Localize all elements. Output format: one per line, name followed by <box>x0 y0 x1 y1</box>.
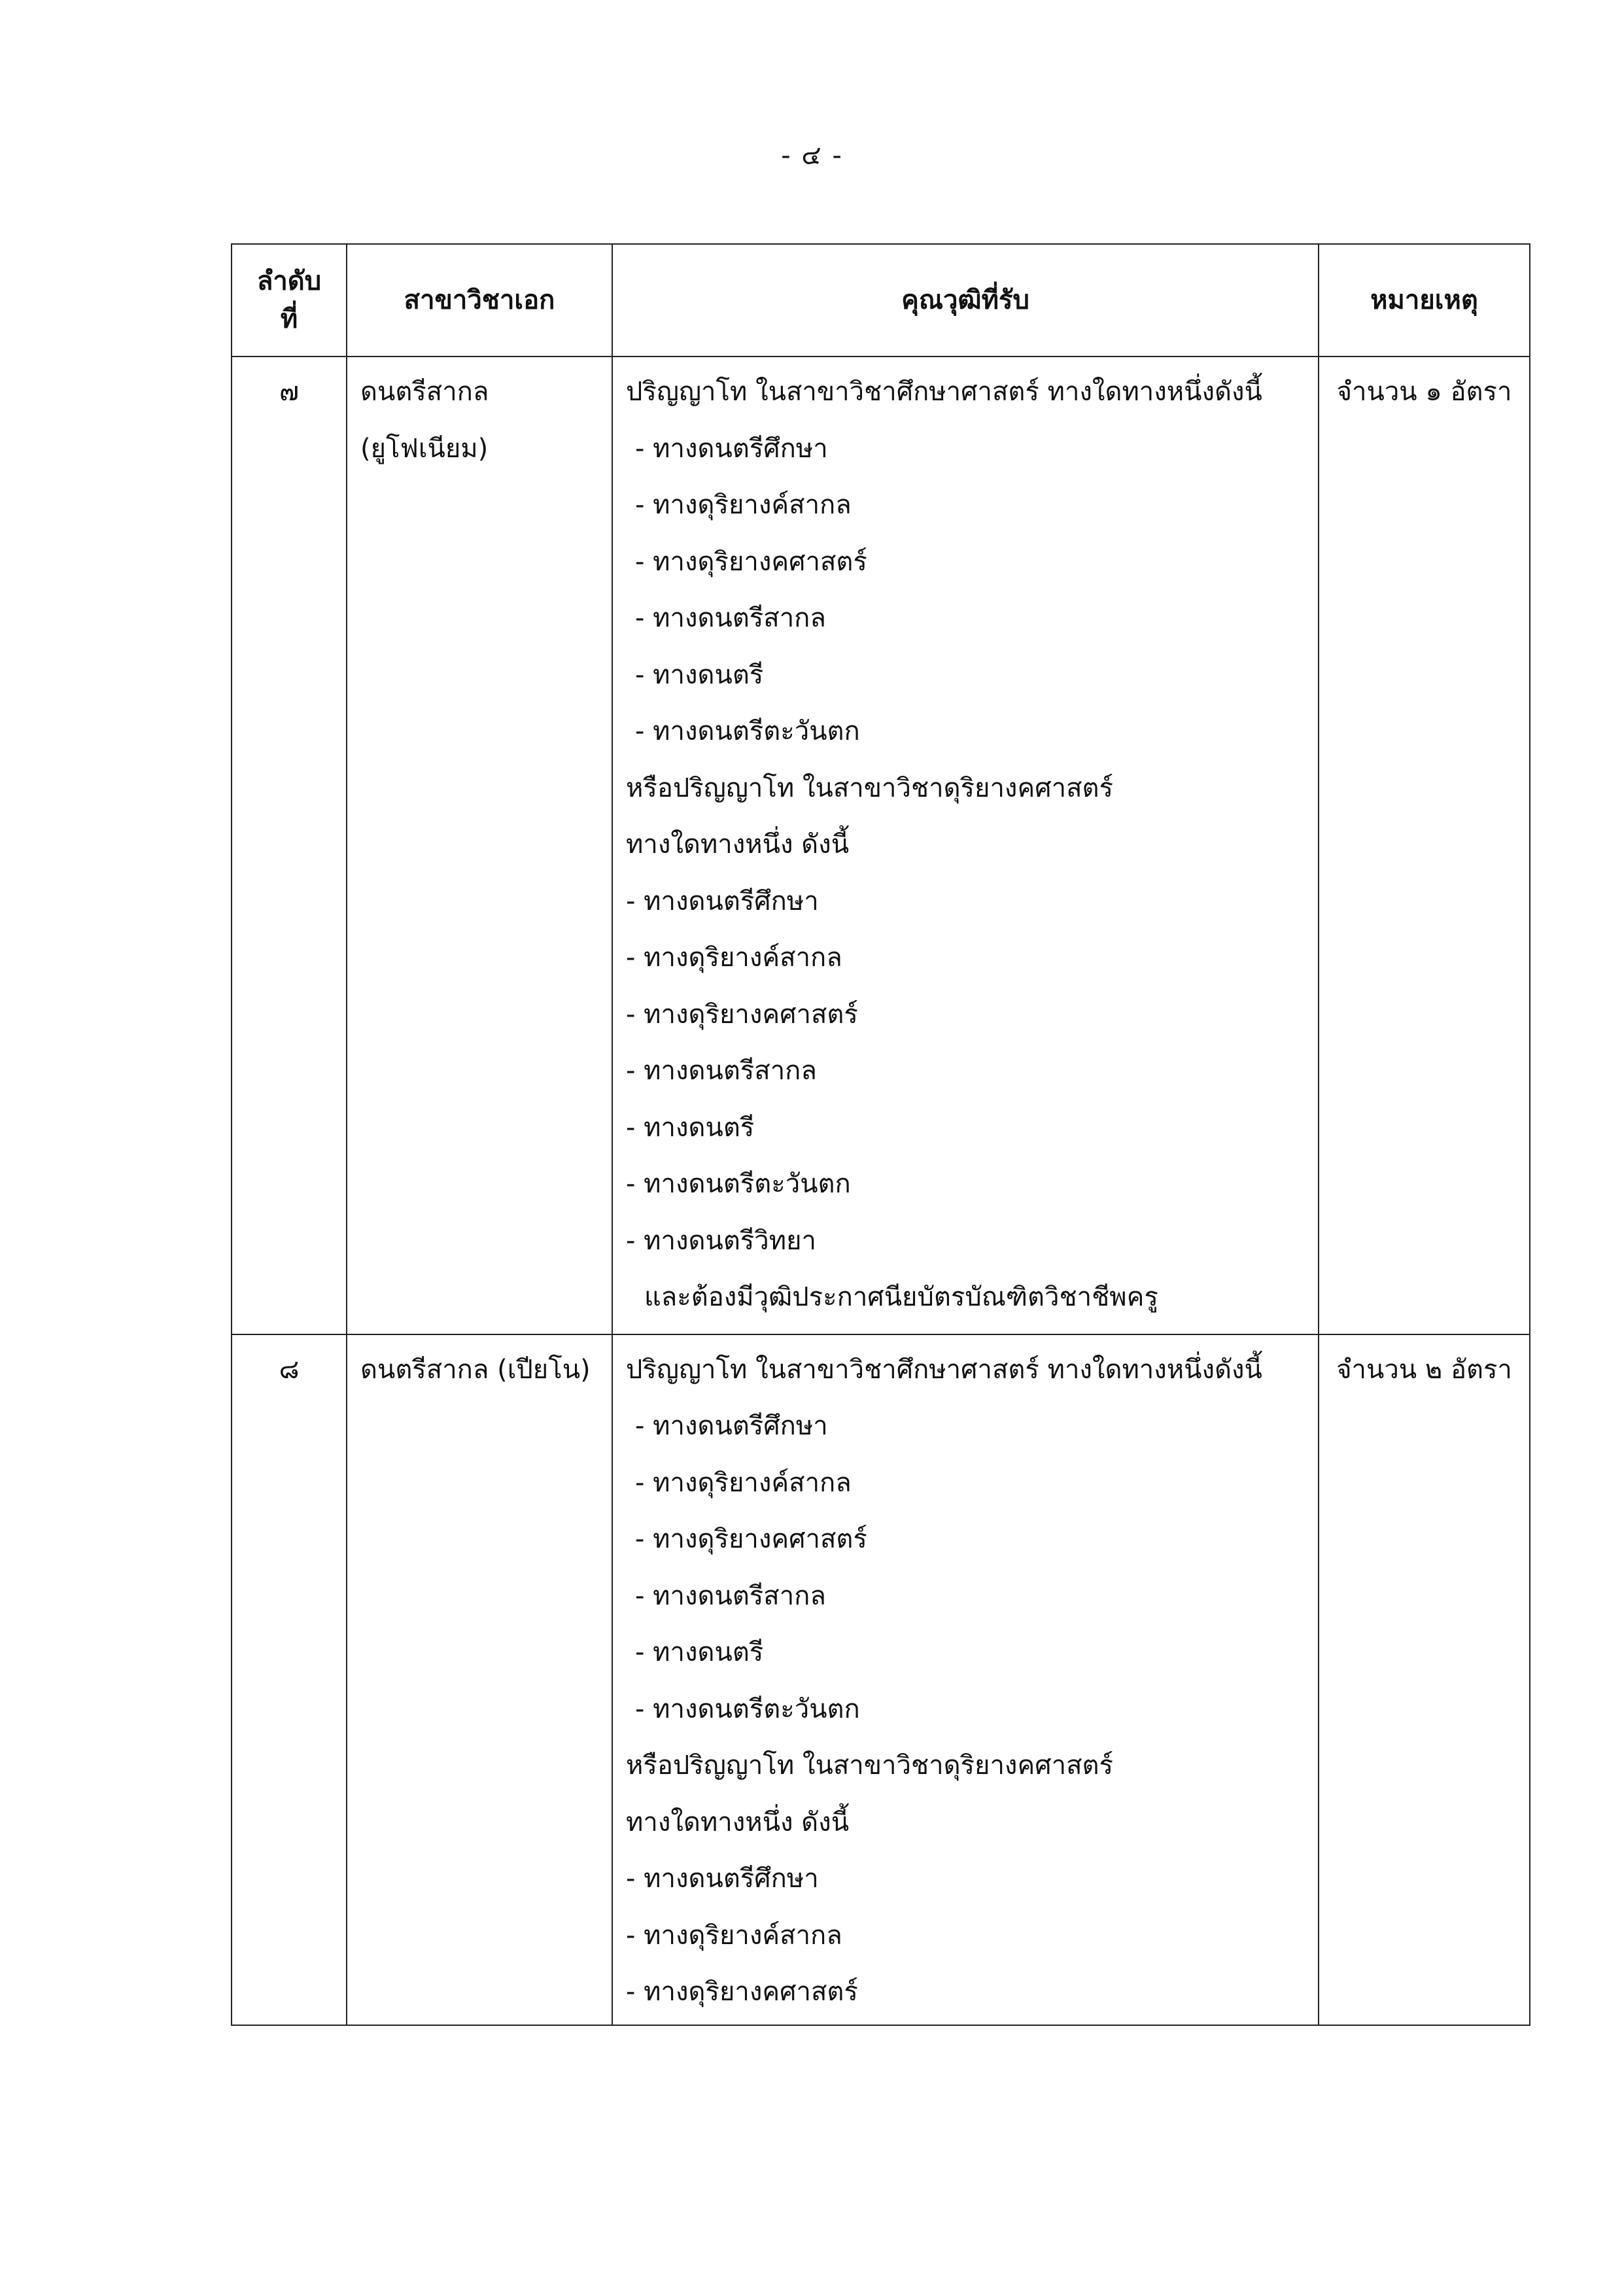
qualification-line: - ทางดุริยางค์สากล <box>635 490 852 520</box>
qualification-line: - ทางดนตรีตะวันตก <box>626 1169 851 1199</box>
qualification-cell <box>612 357 1319 1334</box>
qualification-line: หรือปริญญาโท ในสาขาวิชาดุริยางคศาสตร์ <box>626 773 1113 803</box>
qualification-line: - ทางดนตรี <box>635 1637 764 1667</box>
qualification-line: - ทางดนตรีสากล <box>635 603 826 633</box>
header-note: หมายเหตุ <box>1319 244 1530 357</box>
qualification-line: - ทางดุริยางค์สากล <box>626 1920 842 1951</box>
header-no <box>232 244 347 357</box>
qualification-line: ทางใดทางหนึ่ง ดังนี้ <box>626 1807 850 1837</box>
qualification-line: - ทางดนตรีศึกษา <box>626 886 819 916</box>
qualification-line: - ทางดุริยางค์สากล <box>635 1467 852 1498</box>
qualification-line: หรือปริญญาโท ในสาขาวิชาดุริยางคศาสตร์ <box>626 1750 1113 1781</box>
qualification-line: - ทางดนตรี <box>635 659 764 690</box>
header-no-line2: ที่ <box>280 304 298 334</box>
major-cell <box>347 1334 612 2025</box>
major-instrument: (ยูโฟเนียม) <box>360 433 489 464</box>
page-number: - ๔ - <box>781 141 843 171</box>
qualification-line: - ทางดนตรีสากล <box>635 1580 826 1611</box>
qualification-line: - ทางดนตรีสากล <box>626 1056 817 1086</box>
table-row <box>232 357 1530 1334</box>
note-cell: จำนวน ๒ อัตรา <box>1319 1334 1530 2025</box>
qualification-line: ทางใดทางหนึ่ง ดังนี้ <box>626 829 850 860</box>
qualification-cell <box>612 1334 1319 2025</box>
major-cell <box>347 357 612 1334</box>
table-header-row <box>232 244 1530 357</box>
qualification-line: - ทางดนตรีวิทยา <box>626 1225 817 1256</box>
table-row <box>232 1334 1530 2025</box>
qualification-line: - ทางดุริยางคศาสตร์ <box>626 999 858 1030</box>
qualification-line: - ทางดุริยางค์สากล <box>626 943 842 973</box>
row-number: ๗ <box>232 357 347 1334</box>
row-number: ๘ <box>232 1334 347 2025</box>
qualification-line: - ทางดนตรีศึกษา <box>635 433 828 464</box>
note-cell: จำนวน ๑ อัตรา <box>1319 357 1530 1334</box>
qualification-line: - ทางดุริยางคศาสตร์ <box>635 546 867 577</box>
qualification-line: และต้องมีวุฒิประกาศนียบัตรบัณฑิตวิชาชีพครู <box>644 1282 1158 1312</box>
qualification-line: ปริญญาโท ในสาขาวิชาศึกษาศาสตร์ ทางใดทางหนึ่งดังนี้ <box>626 377 1262 407</box>
qualification-line: - ทางดนตรีตะวันตก <box>635 716 860 746</box>
qualification-line: ปริญญาโท ในสาขาวิชาศึกษาศาสตร์ ทางใดทางหนึ่งดังนี้ <box>626 1354 1262 1385</box>
qualification-line: - ทางดนตรีศึกษา <box>626 1864 819 1894</box>
qualification-line: - ทางดุริยางคศาสตร์ <box>635 1524 867 1554</box>
qualification-line: - ทางดนตรีศึกษา <box>635 1411 828 1441</box>
header-major: สาขาวิชาเอก <box>347 244 612 357</box>
qualification-line: - ทางดุริยางคศาสตร์ <box>626 1977 858 2007</box>
qualification-line: - ทางดนตรี <box>626 1112 755 1143</box>
qualification-table <box>231 243 1530 2026</box>
qualification-line: - ทางดนตรีตะวันตก <box>635 1694 860 1724</box>
major-name: ดนตรีสากล <box>360 377 489 407</box>
major-name: ดนตรีสากล (เปียโน) <box>360 1354 591 1385</box>
header-qualification: คุณวุฒิที่รับ <box>612 244 1319 357</box>
header-no-line1: ลำดับ <box>256 266 322 296</box>
